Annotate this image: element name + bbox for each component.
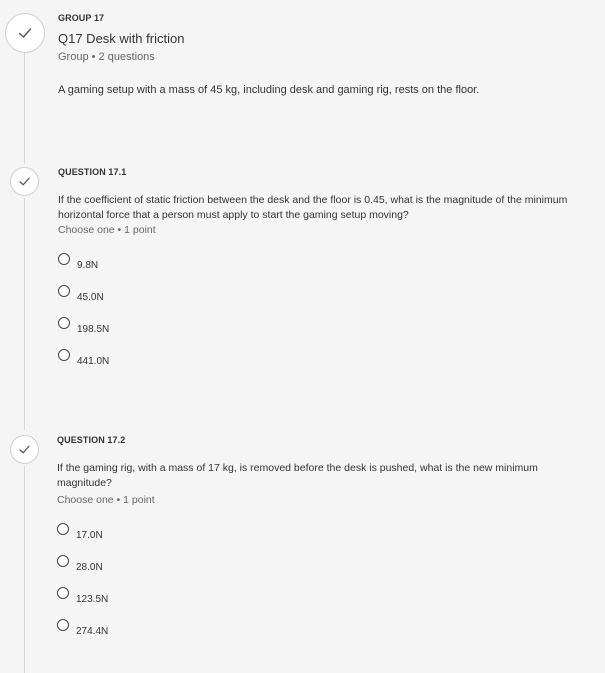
question-status-checkmark-icon	[10, 435, 39, 464]
checkmark-icon	[17, 25, 33, 41]
answer-option[interactable]	[57, 555, 103, 577]
group-kicker: GROUP 17	[58, 13, 105, 23]
answer-option[interactable]	[58, 349, 109, 371]
answer-option-label: 17.0N	[76, 530, 103, 541]
timeline-line	[24, 50, 25, 164]
radio-empty-icon[interactable]	[57, 555, 69, 567]
answer-option[interactable]	[57, 587, 108, 609]
group-intro: A gaming setup with a mass of 45 kg, including desk and gaming rig, rests on the floor.	[58, 84, 480, 96]
radio-empty-icon[interactable]	[57, 523, 69, 535]
answer-option-label: 441.0N	[77, 356, 110, 367]
radio-empty-icon[interactable]	[58, 253, 70, 265]
answer-option-label: 28.0N	[76, 562, 103, 573]
question-block	[57, 435, 579, 637]
question-kicker: QUESTION 17.1	[58, 167, 127, 177]
timeline-line	[24, 198, 25, 430]
answer-option-label: 198.5N	[77, 324, 110, 335]
answer-option[interactable]	[58, 285, 104, 307]
answer-option-label: 123.5N	[76, 594, 109, 605]
question-text: If the gaming rig, with a mass of 17 kg, is removed before the desk is pushed, what is the new minimum magnitude?	[57, 462, 538, 489]
group-status-checkmark-icon	[5, 13, 45, 53]
group-meta: Group • 2 questions	[58, 51, 155, 63]
answer-option-label: 9.8N	[77, 260, 99, 271]
radio-empty-icon[interactable]	[58, 317, 70, 329]
checkmark-icon	[18, 175, 31, 188]
answer-option[interactable]	[58, 317, 109, 339]
checkmark-icon	[18, 443, 31, 456]
question-kicker: QUESTION 17.2	[57, 435, 126, 445]
radio-empty-icon[interactable]	[57, 587, 69, 599]
answer-option[interactable]	[57, 523, 103, 545]
question-meta: Choose one • 1 point	[58, 224, 156, 236]
radio-empty-icon[interactable]	[57, 619, 69, 631]
question-block	[58, 167, 579, 367]
group-title: Q17 Desk with friction	[58, 31, 185, 46]
question-text: If the coefficient of static friction between the desk and the floor is 0.45, what is the magnitude of the minimum horizontal force that a person must apply to start the gaming setup moving?	[58, 194, 568, 221]
answer-option-label: 274.4N	[76, 626, 109, 637]
answer-option[interactable]	[58, 253, 98, 275]
question-meta: Choose one • 1 point	[57, 494, 155, 506]
radio-empty-icon[interactable]	[58, 285, 70, 297]
group-header	[58, 13, 579, 96]
answer-option[interactable]	[57, 619, 108, 641]
answer-option-label: 45.0N	[77, 292, 104, 303]
timeline-line	[24, 466, 25, 673]
radio-empty-icon[interactable]	[58, 349, 70, 361]
question-status-checkmark-icon	[10, 167, 39, 196]
